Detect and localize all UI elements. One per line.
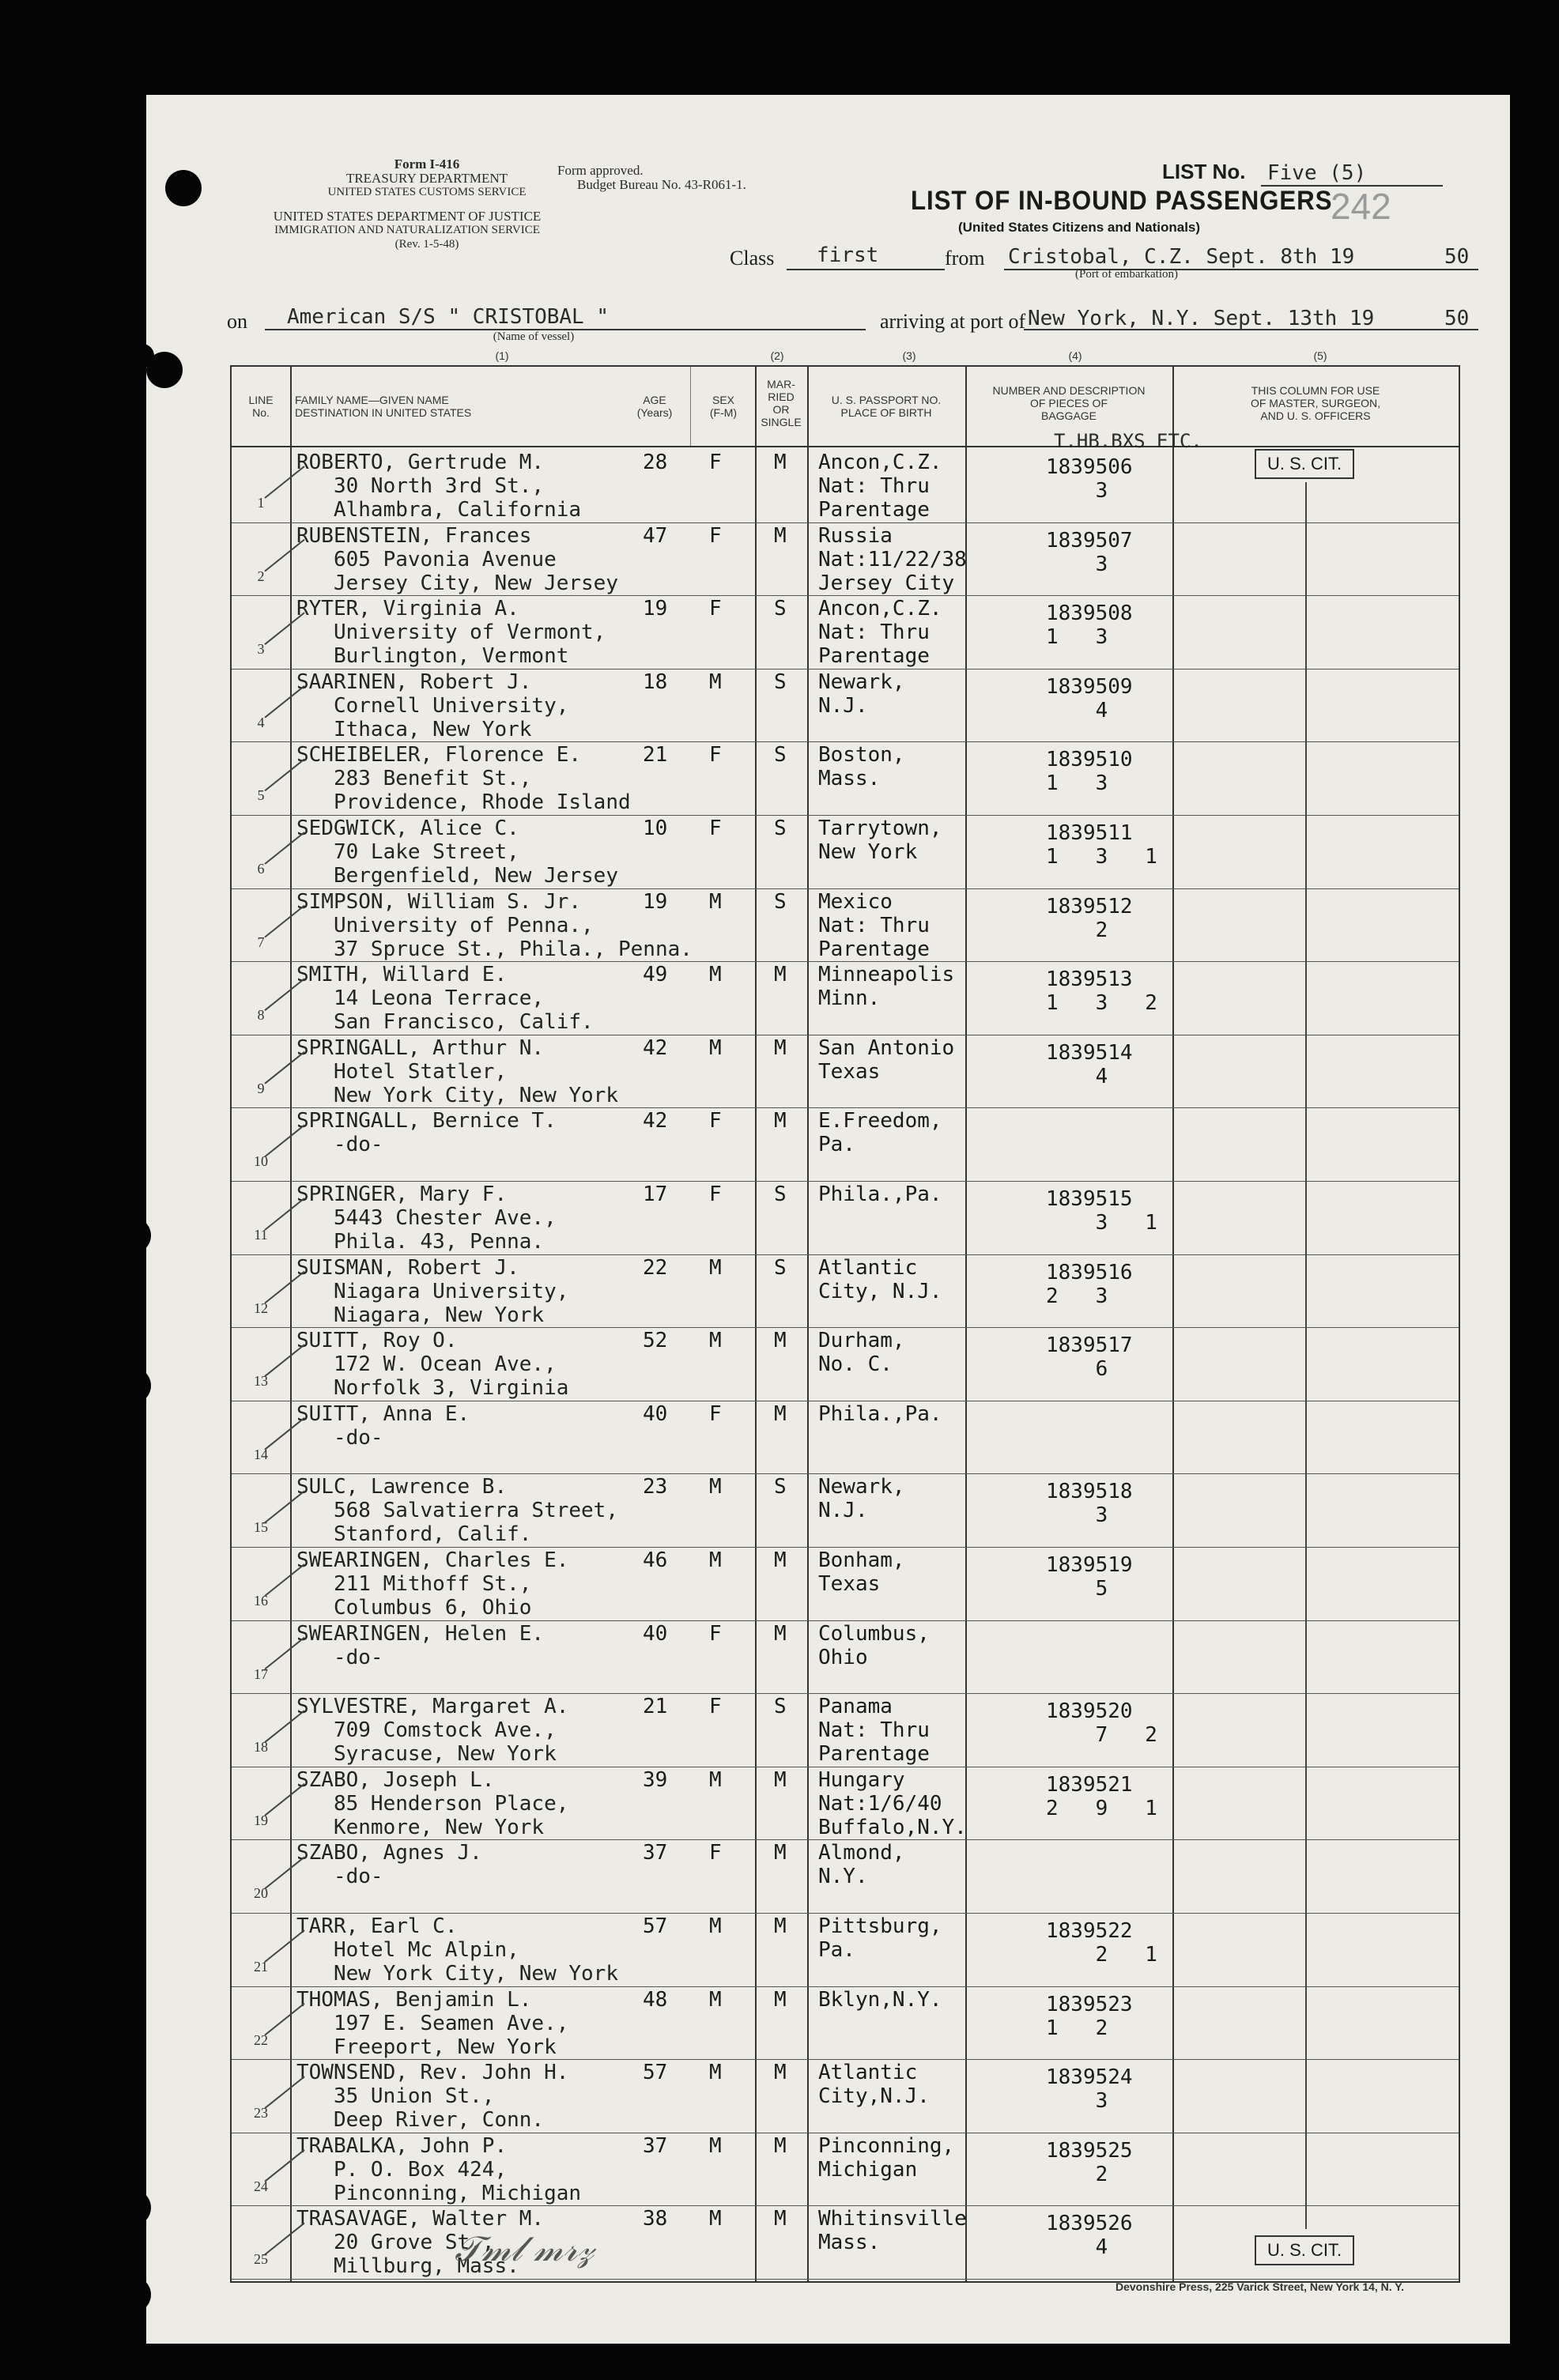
check-mark: [265, 1418, 304, 1450]
passenger-name: SPRINGER, Mary F. 5443 Chester Ave., Phila. 43, Penna.: [296, 1182, 557, 1254]
passenger-name: SULC, Lawrence B. 568 Salvatierra Street, Stanford, Calif.: [296, 1475, 618, 1547]
check-mark: [265, 1272, 304, 1303]
passenger-sex: M: [709, 1767, 722, 1792]
marital-status: M: [774, 1621, 787, 1646]
form-approved: Form approved.: [557, 163, 644, 178]
justice-dept: UNITED STATES DEPARTMENT OF JUSTICE: [273, 209, 542, 224]
passenger-age: 40: [643, 1401, 668, 1426]
check-mark: [265, 1052, 304, 1084]
col-sex: SEX (F-M): [709, 394, 738, 419]
table-row: [232, 1913, 1459, 1984]
passenger-age: 21: [643, 1695, 668, 1719]
check-mark: [265, 2223, 304, 2254]
place-of-birth: Pinconning, Michigan: [818, 2133, 955, 2182]
passenger-sex: F: [709, 817, 722, 840]
col-age: AGE (Years): [636, 394, 673, 419]
passenger-name: SUISMAN, Robert J. Niagara University, Niagara, New York: [296, 1255, 569, 1327]
punch-hole: [115, 1217, 151, 1254]
col-number-1: (1): [495, 349, 509, 362]
line-number: 8: [257, 1007, 265, 1024]
passenger-name: SZABO, Joseph L. 85 Henderson Place, Kenmore, New York: [296, 1767, 569, 1839]
col-number-5: (5): [1313, 349, 1327, 362]
signature: 𝒯𝓂𝓁 𝓂𝓇𝓏: [455, 2229, 594, 2269]
table-row: [232, 815, 1459, 886]
baggage-number: 1839507 3: [1046, 528, 1133, 576]
marital-status: S: [774, 1255, 787, 1280]
check-mark: [265, 759, 304, 790]
table-row: [232, 1693, 1459, 1767]
punch-hole: [115, 2190, 151, 2226]
col-number-3: (3): [902, 349, 916, 362]
passenger-sex: M: [709, 1548, 722, 1572]
on-label: on: [227, 310, 247, 333]
baggage-number: 1839510 1 3: [1046, 748, 1133, 796]
punch-hole: [130, 344, 154, 368]
passenger-name: SWEARINGEN, Charles E. 211 Mithoff St., Columbus 6, Ohio: [296, 1548, 569, 1620]
baggage-number: 1839512 2: [1046, 894, 1133, 942]
check-mark: [265, 1345, 304, 1376]
line-number: 12: [254, 1299, 268, 1316]
line-number: 15: [254, 1519, 268, 1536]
line-number: 21: [254, 1959, 268, 1975]
marital-status: S: [774, 1182, 787, 1206]
check-mark: [265, 1930, 304, 1962]
marital-status: M: [774, 1914, 787, 1938]
col-baggage: NUMBER AND DESCRIPTION OF PIECES OF BAGGAGE: [992, 384, 1146, 422]
arriving-value: New York, N.Y. Sept. 13th 19: [1028, 307, 1375, 330]
line-number: 16: [254, 1593, 268, 1609]
marital-status: S: [774, 1695, 787, 1719]
passenger-age: 42: [643, 1109, 668, 1133]
table-row: [232, 2133, 1459, 2204]
passenger-sex: F: [709, 451, 722, 474]
passenger-age: 37: [643, 2133, 668, 2158]
marital-status: M: [774, 1401, 787, 1426]
line-number: 23: [254, 2105, 268, 2122]
place-of-birth: E.Freedom, Pa.: [818, 1109, 942, 1157]
vessel-note: (Name of vessel): [493, 330, 575, 343]
baggage-number: 1839524 3: [1046, 2065, 1133, 2114]
passenger-name: SWEARINGEN, Helen E. -do-: [296, 1621, 545, 1669]
passenger-sex: M: [709, 669, 722, 694]
baggage-number: 1839517 6: [1046, 1333, 1133, 1382]
table-row: [232, 1035, 1459, 1106]
table-row: [232, 669, 1459, 740]
line-number: 25: [254, 2251, 268, 2268]
line-number: 7: [257, 934, 265, 950]
class-label: Class: [730, 247, 775, 270]
passenger-name: TRASAVAGE, Walter M. 20 Grove St., Millburg, Mass.: [296, 2207, 545, 2279]
table-row: [232, 1181, 1459, 1252]
baggage-number: 1839525 2: [1046, 2138, 1133, 2186]
check-mark: [265, 2004, 304, 2035]
vessel-name: American S/S " CRISTOBAL ": [287, 305, 609, 329]
passenger-age: 39: [643, 1767, 668, 1792]
arriving-year: 50: [1444, 307, 1470, 330]
check-mark: [265, 613, 304, 644]
passenger-name: SMITH, Willard E. 14 Leona Terrace, San Francisco, Calif.: [296, 963, 594, 1035]
place-of-birth: Newark, N.J.: [818, 1475, 905, 1523]
marital-status: M: [774, 1987, 787, 2012]
passenger-table: [230, 365, 1460, 2283]
col-passport: U. S. PASSPORT NO. PLACE OF BIRTH: [831, 394, 942, 419]
baggage-number: 1839506 3: [1046, 455, 1133, 503]
place-of-birth: Hungary Nat:1/6/40 Buffalo,N.Y.: [818, 1767, 967, 1839]
passenger-age: 19: [643, 889, 668, 914]
passenger-name: SUITT, Anna E. -do-: [296, 1401, 470, 1450]
passenger-name: SYLVESTRE, Margaret A. 709 Comstock Ave., Syracuse, New York: [296, 1695, 569, 1767]
list-number: Five (5): [1267, 161, 1367, 185]
from-year: 50: [1444, 245, 1470, 269]
col-officers: THIS COLUMN FOR USE OF MASTER, SURGEON, AND U. S. OFFICERS: [1250, 384, 1381, 422]
baggage-number: 1839508 1 3: [1046, 602, 1133, 650]
check-mark: [265, 540, 304, 571]
place-of-birth: Tarrytown, New York: [818, 817, 942, 864]
passenger-age: 21: [643, 743, 668, 768]
place-of-birth: Columbus, Ohio: [818, 1621, 930, 1669]
place-of-birth: Mexico Nat: Thru Parentage: [818, 889, 930, 961]
check-mark: [265, 466, 304, 498]
arriving-label: arriving at port of: [880, 310, 1026, 333]
marital-status: M: [774, 2207, 787, 2231]
table-row: [232, 1547, 1459, 1618]
check-mark: [265, 1711, 304, 1742]
baggage-number: 1839511 1 3 1: [1046, 821, 1157, 869]
passenger-sex: M: [709, 1255, 722, 1280]
punch-hole: [115, 2276, 151, 2313]
baggage-number: 1839521 2 9 1: [1046, 1772, 1157, 1820]
place-of-birth: Boston, Mass.: [818, 743, 905, 791]
passenger-age: 52: [643, 1329, 668, 1353]
line-number: 2: [257, 568, 265, 584]
table-row: [232, 595, 1459, 669]
passenger-sex: M: [709, 1329, 722, 1353]
port-embarkation-note: (Port of embarkation): [1075, 268, 1178, 281]
line-number: 14: [254, 1446, 268, 1462]
passenger-age: 49: [643, 963, 668, 987]
line-number: 4: [257, 714, 265, 730]
marital-status: M: [774, 963, 787, 987]
manifest-page: [146, 95, 1510, 2344]
passenger-sex: F: [709, 743, 722, 768]
check-mark: [265, 1784, 304, 1816]
passenger-sex: M: [709, 1035, 722, 1060]
passenger-age: 48: [643, 1987, 668, 2012]
table-row: [232, 1327, 1459, 1401]
us-citizen-stamp-bottom: U. S. CIT.: [1255, 2235, 1354, 2265]
line-number: 3: [257, 641, 265, 658]
line-number: 13: [254, 1373, 268, 1390]
line-number: 20: [254, 1885, 268, 1902]
place-of-birth: Ancon,C.Z. Nat: Thru Parentage: [818, 451, 942, 522]
table-row: [232, 961, 1459, 1035]
table-row: [232, 1620, 1459, 1692]
passenger-name: SEDGWICK, Alice C. 70 Lake Street, Bergenfield, New Jersey: [296, 817, 618, 888]
baggage-number: 1839526 4: [1046, 2212, 1133, 2260]
passenger-name: SIMPSON, William S. Jr. University of Penna., 37 Spruce St., Phila., Penna.: [296, 889, 693, 961]
passenger-name: RUBENSTEIN, Frances 605 Pavonia Avenue Jersey City, New Jersey: [296, 523, 618, 595]
passenger-name: TRABALKA, John P. P. O. Box 424, Pinconning, Michigan: [296, 2133, 582, 2205]
marital-status: M: [774, 2061, 787, 2085]
passenger-sex: F: [709, 1841, 722, 1865]
line-number: 11: [254, 1227, 268, 1243]
passenger-age: 57: [643, 1914, 668, 1938]
baggage-number: 1839513 1 3 2: [1046, 967, 1157, 1016]
table-row: [232, 741, 1459, 813]
page-subtitle: (United States Citizens and Nationals): [958, 220, 1201, 235]
passenger-sex: F: [709, 1109, 722, 1133]
passenger-name: SAARINEN, Robert J. Cornell University, Ithaca, New York: [296, 669, 569, 741]
passenger-sex: F: [709, 1695, 722, 1719]
marital-status: M: [774, 1767, 787, 1792]
passenger-name: TOWNSEND, Rev. John H. 35 Union St., Deep River, Conn.: [296, 2061, 569, 2133]
place-of-birth: Almond, N.Y.: [818, 1841, 905, 1889]
passenger-name: SPRINGALL, Arthur N. Hotel Statler, New York City, New York: [296, 1035, 618, 1107]
passenger-age: 57: [643, 2061, 668, 2085]
check-mark: [265, 1857, 304, 1888]
us-citizen-stamp-top: U. S. CIT.: [1255, 449, 1354, 479]
from-label: from: [945, 247, 985, 270]
passenger-sex: M: [709, 2133, 722, 2158]
place-of-birth: Minneapolis Minn.: [818, 963, 955, 1011]
passenger-sex: M: [709, 1475, 722, 1499]
passenger-sex: M: [709, 1914, 722, 1938]
place-of-birth: Bklyn,N.Y.: [818, 1987, 942, 2012]
marital-status: S: [774, 743, 787, 768]
passenger-age: 19: [643, 597, 668, 621]
budget-bureau: Budget Bureau No. 43-R061-1.: [577, 177, 746, 192]
check-mark: [265, 2150, 304, 2182]
table-row: [232, 522, 1459, 594]
baggage-number: 1839518 3: [1046, 1480, 1133, 1528]
baggage-number: 1839509 4: [1046, 674, 1133, 722]
place-of-birth: Atlantic City,N.J.: [818, 2061, 930, 2109]
line-number: 24: [254, 2178, 268, 2194]
marital-status: M: [774, 1035, 787, 1060]
class-value: first: [817, 243, 879, 267]
marital-status: S: [774, 889, 787, 914]
place-of-birth: Ancon,C.Z. Nat: Thru Parentage: [818, 597, 942, 669]
passenger-age: 42: [643, 1035, 668, 1060]
passenger-age: 10: [643, 817, 668, 840]
passenger-age: 17: [643, 1182, 668, 1206]
place-of-birth: Durham, No. C.: [818, 1329, 905, 1377]
place-of-birth: Newark, N.J.: [818, 669, 905, 718]
line-number: 17: [254, 1665, 268, 1682]
passenger-age: 47: [643, 523, 668, 548]
page-stamp: 242: [1331, 186, 1391, 227]
passenger-age: 18: [643, 669, 668, 694]
passenger-name: TARR, Earl C. Hotel Mc Alpin, New York City, New York: [296, 1914, 618, 1986]
check-mark: [265, 686, 304, 718]
form-number: Form I-416: [394, 157, 460, 172]
baggage-number: 1839523 1 2: [1046, 1992, 1133, 2040]
ins-service: IMMIGRATION AND NATURALIZATION SERVICE: [274, 224, 540, 236]
passenger-age: 28: [643, 451, 668, 474]
passenger-sex: M: [709, 963, 722, 987]
marital-status: M: [774, 1548, 787, 1572]
passenger-sex: F: [709, 1621, 722, 1646]
place-of-birth: Panama Nat: Thru Parentage: [818, 1695, 930, 1767]
passenger-name: SUITT, Roy O. 172 W. Ocean Ave., Norfolk 3, Virginia: [296, 1329, 569, 1401]
check-mark: [265, 1638, 304, 1669]
margin-check-marks: [194, 443, 312, 2308]
marital-status: M: [774, 523, 787, 548]
table-row: [232, 1254, 1459, 1326]
passenger-sex: M: [709, 889, 722, 914]
passenger-name: THOMAS, Benjamin L. 197 E. Seamen Ave., Freeport, New York: [296, 1987, 569, 2059]
passenger-name: SCHEIBELER, Florence E. 283 Benefit St., Providence, Rhode Island: [296, 743, 631, 815]
marital-status: M: [774, 1109, 787, 1133]
col-number-4: (4): [1068, 349, 1082, 362]
place-of-birth: San Antonio Texas: [818, 1035, 955, 1084]
place-of-birth: Phila.,Pa.: [818, 1182, 942, 1206]
passenger-name: ROBERTO, Gertrude M. 30 North 3rd St., Alhambra, California: [296, 451, 582, 522]
place-of-birth: Atlantic City, N.J.: [818, 1255, 942, 1303]
printer-footer: Devonshire Press, 225 Varick Street, New York 14, N. Y.: [1115, 2280, 1404, 2293]
table-row: [232, 2059, 1459, 2133]
place-of-birth: Russia Nat:11/22/38 Jersey City: [818, 523, 967, 595]
place-of-birth: Whitinsville Mass.: [818, 2207, 967, 2255]
marital-status: M: [774, 1841, 787, 1865]
line-number: 6: [257, 861, 265, 877]
check-mark: [265, 1564, 304, 1596]
baggage-number: 1839516 2 3: [1046, 1260, 1133, 1308]
marital-status: M: [774, 2133, 787, 2158]
col-family-name: FAMILY NAME—GIVEN NAME DESTINATION IN UNITED STATES: [295, 394, 472, 419]
place-of-birth: Bonham, Texas: [818, 1548, 905, 1596]
passenger-sex: F: [709, 523, 722, 548]
line-number: 10: [254, 1153, 268, 1170]
row-divider: [232, 2279, 1459, 2280]
line-number: 22: [254, 2031, 268, 2048]
table-row: [232, 1767, 1459, 1838]
passenger-sex: F: [709, 1401, 722, 1426]
list-label: LIST No.: [1162, 160, 1246, 183]
table-row: [232, 1473, 1459, 1545]
punch-hole: [165, 170, 202, 206]
passenger-sex: M: [709, 2207, 722, 2231]
line-number: 1: [257, 495, 265, 511]
place-of-birth: Pittsburg, Pa.: [818, 1914, 942, 1962]
check-mark: [265, 1491, 304, 1522]
punch-hole: [115, 1367, 151, 1404]
baggage-number: 1839522 2 1: [1046, 1919, 1157, 1967]
marital-status: M: [774, 451, 787, 474]
passenger-age: 46: [643, 1548, 668, 1572]
table-row: [232, 888, 1459, 960]
passenger-sex: M: [709, 2061, 722, 2085]
treasury-dept: TREASURY DEPARTMENT: [345, 171, 508, 186]
check-mark: [265, 2076, 304, 2108]
form-revision: (Rev. 1-5-48): [394, 238, 459, 251]
passenger-age: 22: [643, 1255, 668, 1280]
baggage-number: 1839520 7 2: [1046, 1699, 1157, 1748]
passenger-age: 38: [643, 2207, 668, 2231]
check-mark: [265, 906, 304, 937]
baggage-codes: T.HB.BXS ETC.: [1054, 430, 1202, 452]
col-line: LINE No.: [248, 394, 274, 419]
baggage-number: 1839519 5: [1046, 1553, 1133, 1601]
table-row: [232, 1401, 1459, 1472]
customs-service: UNITED STATES CUSTOMS SERVICE: [327, 186, 527, 198]
passenger-name: SPRINGALL, Bernice T. -do-: [296, 1109, 557, 1157]
marital-status: S: [774, 597, 787, 621]
marital-status: S: [774, 817, 787, 840]
passenger-name: RYTER, Virginia A. University of Vermont, Burlington, Vermont: [296, 597, 606, 669]
line-number: 5: [257, 787, 265, 804]
marital-status: S: [774, 669, 787, 694]
passenger-sex: F: [709, 1182, 722, 1206]
passenger-sex: F: [709, 597, 722, 621]
passenger-age: 23: [643, 1475, 668, 1499]
marital-status: M: [774, 1329, 787, 1353]
baggage-number: 1839514 4: [1046, 1040, 1133, 1088]
check-mark: [265, 1125, 304, 1156]
place-of-birth: Phila.,Pa.: [818, 1401, 942, 1426]
check-mark: [265, 1198, 304, 1230]
passenger-age: 37: [643, 1841, 668, 1865]
marital-status: S: [774, 1475, 787, 1499]
line-number: 19: [254, 1812, 268, 1828]
baggage-number: 1839515 3 1: [1046, 1187, 1157, 1235]
passenger-sex: M: [709, 1987, 722, 2012]
col-married: MAR- RIED OR SINGLE: [761, 378, 802, 428]
bracket-line: [1305, 482, 1307, 2229]
passenger-age: 40: [643, 1621, 668, 1646]
from-value: Cristobal, C.Z. Sept. 8th 19: [1008, 245, 1355, 269]
table-row: [232, 1107, 1459, 1179]
check-mark: [265, 979, 304, 1010]
check-mark: [265, 832, 304, 864]
table-row: [232, 1986, 1459, 2058]
line-number: 9: [257, 1080, 265, 1096]
passenger-name: SZABO, Agnes J. -do-: [296, 1841, 482, 1889]
page-title: LIST OF IN-BOUND PASSENGERS: [911, 186, 1333, 216]
col-number-2: (2): [770, 349, 784, 362]
line-number: 18: [254, 1739, 268, 1756]
table-row: [232, 1839, 1459, 1910]
